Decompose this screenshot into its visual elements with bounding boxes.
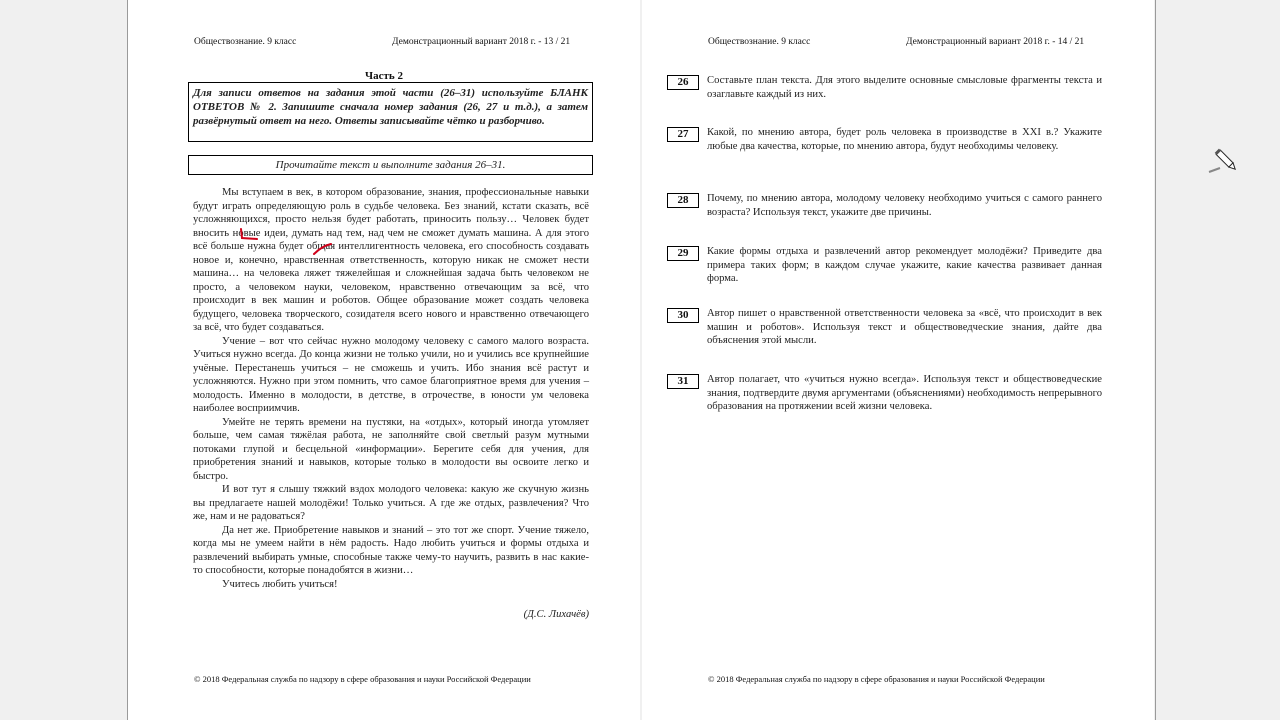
answer-instruction-box: Для записи ответов на задания этой части (26–31) используйте БЛАНК ОТВЕТОВ № 2. Запишите сначала номер задания (26, 27 и т.д.), а затем развёрнутый ответ на него. Ответы записывайте чётко и разборчиво.	[188, 82, 593, 142]
task-number-box: 26	[667, 75, 699, 90]
text-paragraph: И вот тут я слышу тяжкий вздох молодого человека: какую же скучную жизнь вы предлагаете нашей молодёжи! Только учиться. А где же отдых, развлечения? Что же, нам и не радоваться?	[193, 484, 589, 522]
pen-cursor-icon	[1215, 149, 1238, 172]
task-text: Какой, по мнению автора, будет роль человека в производстве в XXI в.? Укажите любые два качества, которые, по мнению автора, будут необходимы человеку.	[707, 127, 1102, 152]
text-paragraph: Умейте не терять времени на пустяки, на «отдых», который иногда утомляет больше, чем самая тяжёлая работа, не заполняйте свой светлый разум мутными потоками глупой и бесцельной «информации». Берегите себя для учения, для приобретения знаний и навыков, которые только в молодости вы освоите легко и быстро.	[193, 416, 589, 482]
task-number-box: 29	[667, 246, 699, 261]
text-paragraph: Учение – вот что сейчас нужно молодому человеку с самого малого возраста. Учиться нужно всегда. До конца жизни не только учили, но и учились все крупнейшие учёные. Перестанешь учиться – не сможешь и учить. Ибо знания всё растут и усложняются. Нужно при этом помнить, что самое благоприятное время для учения – молодость. Именно в молодости, в детстве, в отрочестве, в юности ум человека наиболее восприимчив.	[193, 335, 589, 414]
text-author: (Д.С. Лихачёв)	[523, 609, 589, 620]
task-text: Автор пишет о нравственной ответственности человека за «всё, что происходит в век машин и роботов». Используя текст и обществоведческие знания, дайте два объяснения этой мысли.	[707, 308, 1102, 346]
task-text: Автор полагает, что «учиться нужно всегда». Используя текст и обществоведческие знания, подтвердите двумя аргументами (объяснениями) необходимость непрерывного образования на протяжении всей жизни человека.	[707, 374, 1102, 412]
task-number-box: 28	[667, 193, 699, 208]
task-number-box: 27	[667, 127, 699, 142]
page-footer: © 2018 Федеральная служба по надзору в сфере образования и науки Российской Федерации	[194, 674, 531, 684]
page-footer: © 2018 Федеральная служба по надзору в сфере образования и науки Российской Федерации	[708, 674, 1045, 684]
document-page-14	[642, 0, 1154, 720]
task-text: Почему, по мнению автора, молодому человеку необходимо учиться с самого раннего возраста? Используя текст, укажите две причины.	[707, 193, 1102, 218]
page-header-variant: Демонстрационный вариант 2018 г. - 14 / 21	[906, 37, 1085, 47]
right-page-edge	[1155, 0, 1156, 720]
part-title: Часть 2	[365, 70, 403, 82]
page-header-subject: Обществознание. 9 класс	[194, 37, 297, 47]
document-page-13	[128, 0, 640, 720]
task-text: Какие формы отдыха и развлечений автор рекомендует молодёжи? Приведите два примера таких форм; в каждом случае укажите, какие качества развивает данная форма.	[707, 246, 1102, 284]
page-header-subject: Обществознание. 9 класс	[708, 37, 811, 47]
task-text: Составьте план текста. Для этого выделите основные смысловые фрагменты текста и озаглавьте каждый из них.	[707, 75, 1102, 100]
cursor-shadow	[1209, 168, 1220, 172]
text-paragraph: Учитесь любить учиться!	[222, 578, 338, 590]
source-text	[193, 186, 589, 591]
text-paragraph: Мы вступаем в век, в котором образование, знания, профессиональные навыки будут играть определяющую роль в судьбе человека. Без знаний, кстати сказать, всё усложняющихся, просто нельзя будет работать, приносить пользу… Человек будет вносить новые идеи, думать над тем, над чем не сможет думать машина. А для этого всё больше нужна будет общая интеллигентность человека, его способность создавать новое и, конечно, нравственная ответственность, которую никак не сможет нести машина… на человека ляжет тяжелейшая и сложнейшая задача быть человеком не просто, а человеком науки, человеком, нравственно отвечающим за всё, что происходит в век машин и роботов. Общее образование может создать человека будущего, человека творческого, созидателя всего нового и нравственно отвечающего за всё, что будет создаваться.	[193, 187, 589, 333]
page-header-variant: Демонстрационный вариант 2018 г. - 13 / 21	[392, 37, 571, 47]
task-number-box: 31	[667, 374, 699, 389]
task-number-box: 30	[667, 308, 699, 323]
read-instruction-box: Прочитайте текст и выполните задания 26–31.	[188, 155, 593, 175]
text-paragraph: Да нет же. Приобретение навыков и знаний – это тот же спорт. Учение тяжело, когда мы не умеем найти в нём радость. Надо любить учиться и формы отдыха и развлечений выбирать умные, способные также чему-то научить, развить в нас какие-то способности, которые понадобятся в жизни…	[193, 524, 589, 576]
